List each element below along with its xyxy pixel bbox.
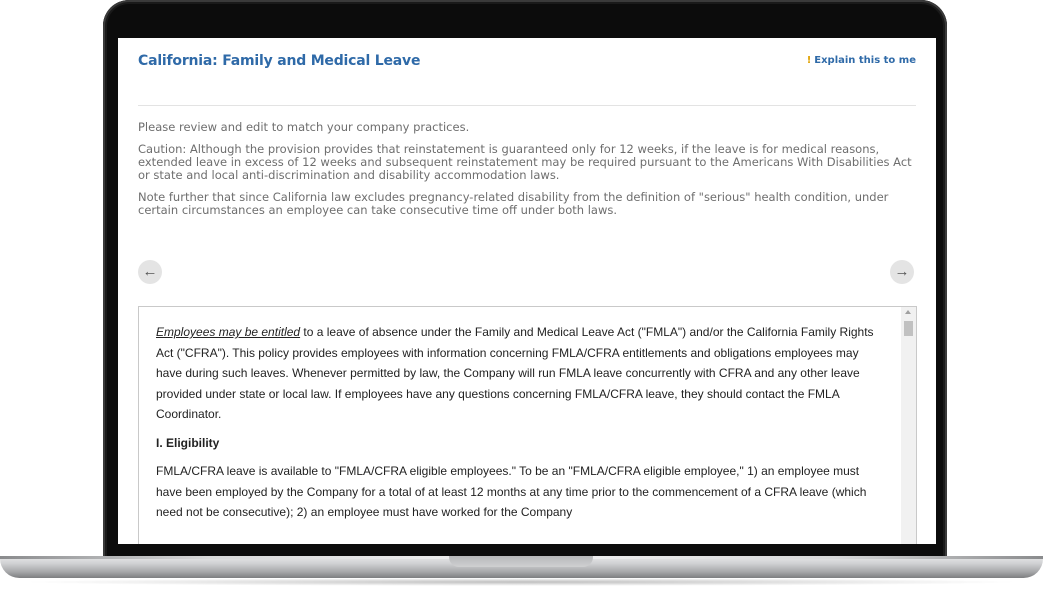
policy-editor[interactable] bbox=[138, 306, 917, 544]
page-header bbox=[138, 53, 916, 77]
page-title: California: Family and Medical Leave bbox=[138, 53, 421, 69]
caution-text: Caution: Although the provision provides that reinstatement is guaranteed only for 12 weeks, if the leave is for medical reasons, extended leave in excess of 12 weeks and subsequent reinstatement may be required pursuant to the Americans With Disabilities Act or state and local anti-discrimination and disability accommodation laws. bbox=[138, 142, 912, 182]
laptop-screen bbox=[118, 38, 936, 544]
scroll-up-arrow-icon[interactable] bbox=[905, 310, 911, 314]
emphasis-link: Employees may be entitled bbox=[156, 325, 301, 339]
next-button[interactable] bbox=[890, 260, 914, 284]
policy-paragraph-intro bbox=[156, 322, 881, 425]
policy-paragraph-eligibility: FMLA/CFRA leave is available to "FMLA/CFRA eligible employees." To be an "FMLA/CFRA eligible employee," 1) an employee must have been employed by the Company for a total of at least 12 months at any time prior to the commencement of a CFRA leave (which need not be consecutive); 2) an employee must have worked for the Company bbox=[156, 464, 867, 519]
section-heading-eligibility: I. Eligibility bbox=[156, 435, 220, 450]
policy-text[interactable] bbox=[156, 322, 881, 531]
scrollbar[interactable] bbox=[901, 307, 916, 544]
laptop-notch bbox=[449, 556, 593, 567]
explain-link[interactable] bbox=[807, 55, 916, 66]
intro-text bbox=[138, 121, 918, 226]
note-text: Note further that since California law excludes pregnancy-related disability from the definition of "serious" health condition, under certain circumstances an employee can take consecutive time off under both laws. bbox=[138, 190, 889, 217]
policy-paragraph-intro-text: to a leave of absence under the Family and Medical Leave Act ("FMLA") and/or the California Family Rights Act ("CFRA"). This policy provides employees with information concerning FMLA/CFRA entitlements and obligations employees may have during such leaves. Whenever permitted by law, the Company will run FMLA leave concurrently with CFRA and any other leave provided under state or local law. If employees have any questions concerning FMLA/CFRA leave, they should contact the FMLA Coordinator. bbox=[156, 325, 874, 421]
scroll-thumb[interactable] bbox=[904, 321, 913, 336]
arrow-left-icon: ← bbox=[142, 263, 158, 280]
info-icon: ! bbox=[806, 55, 812, 66]
review-instruction: Please review and edit to match your company practices. bbox=[138, 120, 470, 134]
header-divider bbox=[138, 105, 916, 106]
arrow-right-icon: → bbox=[894, 263, 910, 280]
laptop-shadow bbox=[20, 578, 1023, 586]
explain-label: Explain this to me bbox=[814, 55, 916, 66]
previous-button[interactable] bbox=[138, 260, 162, 284]
